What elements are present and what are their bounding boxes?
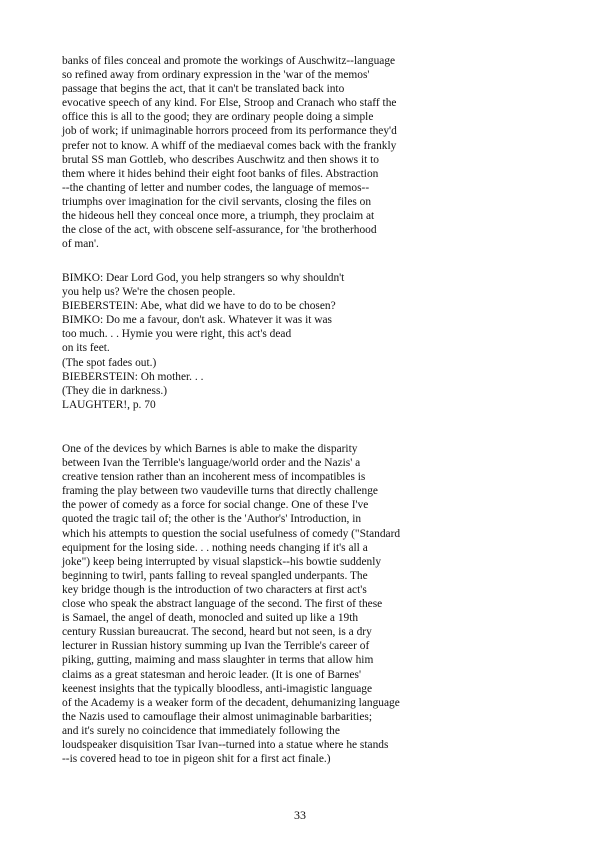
text-line: equipment for the losing side. . . nothing needs changing if it's all a: [62, 541, 368, 554]
text-line: (The spot fades out.): [62, 356, 157, 369]
text-line: prefer not to know. A whiff of the mediaeval comes back with the frankly: [62, 139, 397, 152]
text-line: the power of comedy as a force for social change. One of these I've: [62, 499, 369, 512]
text-line: the Nazis used to camouflage their almost unimaginable barbarities;: [62, 710, 372, 723]
text-line: office this is all to the good; they are ordinary people doing a simple: [62, 111, 374, 124]
text-line: loudspeaker disquisition Tsar Ivan--turned into a statue where he stands: [62, 738, 389, 751]
text-line: BIMKO: Do me a favour, don't ask. Whatever it was it was: [62, 314, 332, 327]
text-line: claims as a great statesman and heroic leader. (It is one of Barnes': [62, 668, 362, 681]
text-line: which his attempts to question the social usefulness of comedy ("Standard: [62, 527, 401, 540]
text-line: the close of the act, with obscene self-assurance, for 'the brotherhood: [62, 224, 377, 237]
text-line: framing the play between two vaudeville turns that directly challenge: [62, 485, 378, 498]
text-line: creative tension rather than an incoherent mess of incompatibles is: [62, 471, 366, 484]
text-line: close who speak the abstract language of the second. The first of these: [62, 598, 383, 611]
text-line: job of work; if unimaginable horrors proceed from its performance they'd: [62, 125, 397, 138]
text-line: triumphs over imagination for the civil servants, closing the files on: [62, 195, 372, 208]
text-line: is Samael, the angel of death, monocled and suited up like a 19th: [62, 612, 359, 625]
text-line: piking, gutting, maiming and mass slaughter in terms that allow him: [62, 654, 374, 667]
text-line: keenest insights that the typically bloodless, anti-imagistic language: [62, 682, 373, 695]
text-line: too much. . . Hymie you were right, this act's dead: [62, 328, 292, 341]
text-line: joke") keep being interrupted by visual slapstick--his bowtie suddenly: [62, 555, 382, 568]
text-line: beginning to twirl, pants falling to reveal spangled underpants. The: [62, 569, 368, 582]
text-line: you help us? We're the chosen people.: [62, 286, 236, 299]
text-line: of the Academy is a weaker form of the decadent, dehumanizing language: [62, 696, 400, 709]
text-line: quoted the tragic tail of; the other is the 'Author's' Introduction, in: [62, 513, 362, 526]
text-line: the hideous hell they conceal once more, a triumph, they proclaim at: [62, 210, 375, 223]
play-quotation: [62, 271, 562, 412]
text-line: of man'.: [62, 238, 99, 251]
text-line: and it's surely no coincidence that immediately following the: [62, 724, 340, 737]
text-line: them where it hides behind their eight foot banks of files. Abstraction: [62, 167, 379, 180]
text-line: evocative speech of any kind. For Else, Stroop and Cranach who staff the: [62, 97, 397, 110]
text-line: between Ivan the Terrible's language/world order and the Nazis' a: [62, 457, 361, 470]
paragraph-auschwitz-memos: [62, 54, 562, 251]
text-line: One of the devices by which Barnes is able to make the disparity: [62, 443, 358, 455]
text-line: passage that begins the act, that it can't be translated back into: [62, 83, 345, 96]
text-line: BIEBERSTEIN: Oh mother. . .: [62, 370, 204, 383]
paragraph-vaudeville-framing: [62, 442, 562, 766]
text-line: century Russian bureaucrat. The second, heard but not seen, is a dry: [62, 626, 372, 639]
text-line: --is covered head to toe in pigeon shit for a first act finale.): [62, 753, 331, 766]
text-line: key bridge though is the introduction of two characters at first act's: [62, 583, 367, 596]
text-line: banks of files conceal and promote the workings of Auschwitz--language: [62, 55, 396, 67]
text-line: (They die in darkness.): [62, 384, 168, 397]
text-line: lecturer in Russian history summing up Ivan the Terrible's career of: [62, 640, 370, 653]
text-line: BIMKO: Dear Lord God, you help strangers so why shouldn't: [62, 272, 345, 284]
text-line: LAUGHTER!, p. 70: [62, 398, 156, 411]
text-line: on its feet.: [62, 342, 110, 355]
text-line: so refined away from ordinary expression in the 'war of the memos': [62, 69, 370, 82]
text-line: --the chanting of letter and number codes, the language of memos--: [62, 181, 370, 194]
text-line: BIEBERSTEIN: Abe, what did we have to do to be chosen?: [62, 300, 336, 313]
text-line: brutal SS man Gottleb, who describes Auschwitz and then shows it to: [62, 153, 380, 166]
page-number: 33: [294, 808, 306, 822]
